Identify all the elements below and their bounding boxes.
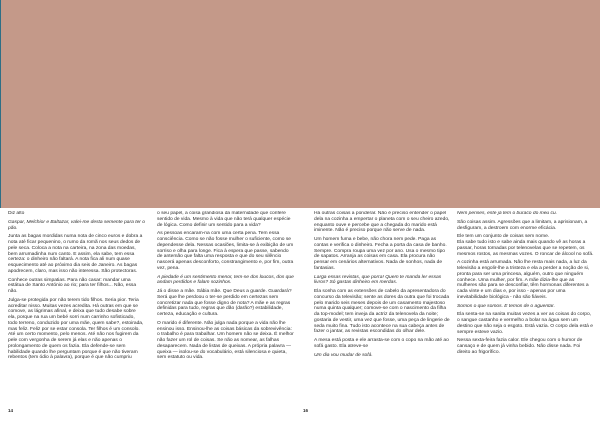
page-number-right: 16: [303, 408, 309, 413]
header-banner-image: [0, 0, 600, 208]
text-column-2: [157, 211, 294, 419]
paragraph: A piedade é um sentimento menor, tem-se dos loucos, dos que andam perdidos e falam sozinhos.: [157, 274, 294, 286]
paragraph: Larga essas revistas, que porra! Quem te manda ler essas livros? Só gastas dinheiro em merdas.: [314, 274, 442, 286]
text-column-4: [457, 211, 594, 419]
paragraph: Gaspar, Melchior e Baltazar, valei-me desta semente para ter o pão.: [8, 219, 145, 231]
paragraph: Há outras coisas a ponderar. Não é preciso entender o papel dela na cozinha a empertar o planeta com o seu cheiro azedo, enquanto ouve e percebe que a chegada do marido está iminente. Não é preciso porque não serve de nada.: [314, 211, 450, 234]
paragraph: Ela senta-se na sanita muitas vezes a ver as coisas do corpo, o sangue castanho e vermelho a bolar na água sem um destino que não seja o esgoto. Está vazia. O corpo dela está e sempre esteve vazio.: [457, 312, 593, 335]
paragraph: Ela sabe tudo isto e sabe ainda mais quando vê as horas a passar, horas tornadas por telenovelas que se repetem, os mesmos rostos, as mesmas vozes. O roncar de álcool no sofá.: [457, 240, 594, 257]
paragraph: As pessoas encaram-na com uma certa pena. Tem essa consciência. Como se não fosse mulher o suficiente, como se dependesse dela. Nessas ocasiões, limita-se à exibição de um sorriso e olha para longe. Fica à espera que passe, sabendo de antemão que falta uma resposta e que do seu silêncio nascerá apenas desconforto, constrangimento e, por fim, outra vez, pena.: [157, 231, 294, 271]
paragraph: Um dia vou mudar de sofá.: [314, 352, 373, 358]
paragraph: Já o disse a mãe. Sábia mãe. Que Deus a guarde. Guardará? Será que lhe perdoou o ter-se perdido em certezas sem concretizar nada que fosse digno de nota? A mãe e as regras definidas para tudo, regras que dão (darão?) estabilidade, certeza, educação e cultura.: [157, 289, 292, 317]
paragraph: Ela sonha com as extensões de cabelo da apresentadora do concurso da televisão; sente as dores da outra que foi trocada pelo marido seis meses depois de um casamento majestoso numa quinta qualquer; comove-se com o nascimento da filha da top-model; tem inveja da actriz da telenovela da noite; gostaria de vestir, uma vez que fosse, uma peça de lingerie de seda muito fina. Tudo isto acontece na sua cabeça antes de fazer o jantar, as revistas escondidas do olhar dele.: [314, 289, 450, 335]
paragraph: Diz alto: [8, 211, 25, 216]
paragraph: Julga-se protegida por não terem tido filhos. Seria pior. Teria acreditar nisso. Muitas vezes acredita. Há outras em que se comove, as lágrimas afinal, e deixa que tudo desabe sobre ela, porque na rua um bebé sorri num carrinho sofisticado, todo terreno, conduzido por uma mãe, quem sabe?, estoirada, mas feliz. Feliz por se estar consola. Ter filhos é um consolo. Até um certo momento, pelo menos. Até não nos fugirem da pele com vergonha de serem já elas e não apenas o prolongamento de quem os fazia. Ela defende-se sem habilidade quando lhe perguntam porque é que não tiveram rebentos (tem ódio à palavra), porque é que não cumpriu: [8, 297, 144, 361]
paragraph: Somos o que somos. E temos de o aguentar.: [457, 303, 555, 309]
page-number-left: 14: [8, 408, 14, 413]
paragraph: São coisas assim. Agressões que a limitam, a aprisionam, a desfiguram, a destroem com enorme eficácia.: [457, 219, 588, 231]
text-column-3: [314, 211, 451, 419]
paragraph: A cozinha está arrumada. Não lhe resta mais nada, a luz da televisão a engolir-lhe a tristeza e ela a perder a noção de si, pronta para ser uma princesa, alguém, outro que ninguém conhece. Uma mulher, por fim. A mãe dizia-lhe que as mulheres são para se desconfiar, têm hormonas diferentes a cada vinte e um dias e, por isso - apenas por uma inevitabilidade biológica - não são fiáveis.: [457, 260, 590, 300]
paragraph: Nem penses, este já tem o buraco do meu cu.: [457, 211, 558, 216]
paragraph: A mesa está posta e ele arrasta-se com o copo na mão até ao sofá gasto. Ela atreve-se: [314, 338, 449, 349]
paragraph: O marido é diferente. Não julga nada porque a vida não lhe ensinou isso. Ensinou-lhe as coisas básicas da sobrevivência: o trabalho é para trabalhar. Um homem não se deixa. É melhor não fazer um rol de coisas. Se não as nomear, as falhas desaparecem. Nada de listas de queixas. A própria palavra — queixa — isolou-se do vocabulário, está silenciosa e quieta, sem estatuto ou vida.: [157, 320, 294, 361]
paragraph: Nessa sexta-feira fazia calor. Ele chegou com o humor de cansaço e de quem já vinha bebido. Não disse nada. Foi direito ao frigorífico.: [457, 338, 583, 355]
banner-edge-accent: [0, 0, 1, 208]
paragraph: Conhece outras simpatias. Para não casar: mandar uma estátua de Santo António ao rio; para ter filhos... Não, essa não.: [8, 277, 137, 294]
paragraph: Junta as bagas mordidas numa nota de cinco euros e dobra a nota até ficar pequenino, o rumo da romã nos seus dedos de pele seca. Coloca a nota na carteira, na zona das moedas, bem arrumadinha num canto. E assim, ela sabe, tem essa certeza: o dinheiro não faltará. A nota fica ali num quase esquecimento até ao próximo dia seis de Janeiro. As bagas apodrecem, claro, mas isso não interessa. São protectoras.: [8, 234, 143, 274]
banner-background: [0, 0, 600, 208]
paragraph: Um homem fuma e bebe, não chora nem pede. Paga as contas e verifica o dinheiro. Fecha a porta da casa de banho. Sempre. Compra roupa uma vez por ano. Usa o mesmo tipo de sapatos. Arranja as coisas em casa. Ela procura não pensar em cenários alternativos. Nada de sonhos, nada de fantasias.: [314, 237, 447, 271]
paragraph: Ele tem um conjunto de coisas sem nome.: [457, 234, 550, 240]
text-column-1: [8, 211, 145, 419]
paragraph: o seu papel, a coisa grandiosa da maternidade que confere sentido de vida. Mesmo à vida que não terá qualquer espécie de lógica. Como definir um sentido para a vida?: [157, 211, 291, 228]
